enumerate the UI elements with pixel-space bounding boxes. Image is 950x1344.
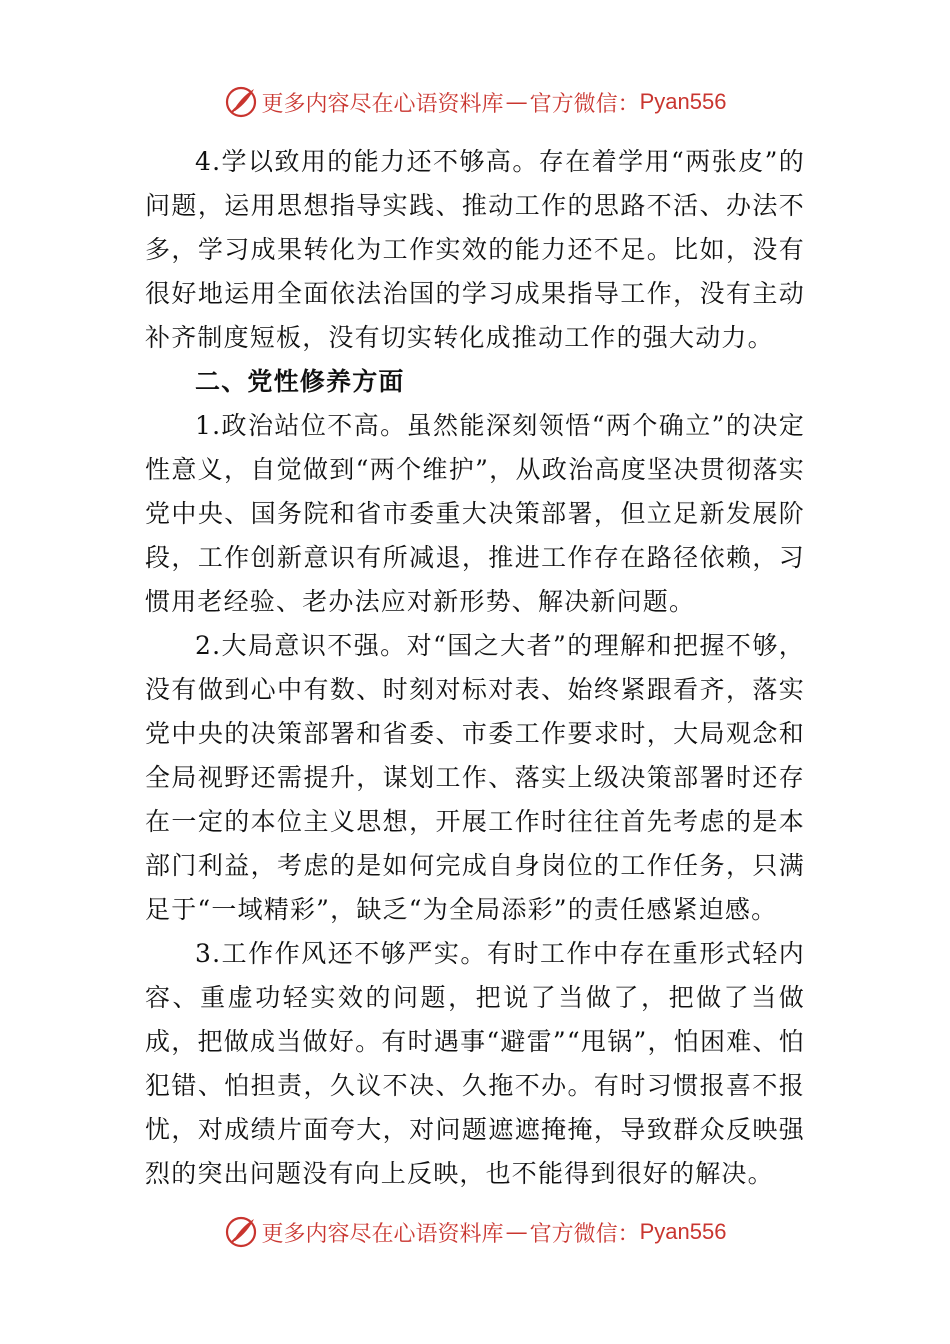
watermark-separator: —	[505, 89, 528, 115]
watermark-header	[0, 82, 950, 122]
watermark-separator: —	[505, 1219, 528, 1245]
watermark-wechat-id: Pyan556	[639, 1219, 727, 1244]
watermark-wechat-label: 官方微信：	[529, 91, 640, 117]
document-body	[145, 140, 805, 1196]
watermark-wechat-id: Pyan556	[639, 89, 727, 114]
paragraph-item-1: 1.政治站位不高。虽然能深刻领悟“两个确立”的决定性意义，自觉做到“两个维护”，从政治高度坚决贯彻落实党中央、国务院和省市委重大决策部署，但立足新发展阶段，工作创新意识有所减退，推进工作存在路径依赖，习惯用老经验、老办法应对新形势、解决新问题。	[145, 411, 805, 616]
watermark-wechat-label: 官方微信：	[529, 1221, 640, 1247]
watermark-site-name: 更多内容尽在心语资料库	[261, 91, 504, 117]
watermark-footer	[0, 1212, 950, 1252]
paragraph-item-4: 4.学以致用的能力还不够高。存在着学用“两张皮”的问题，运用思想指导实践、推动工作的思路不活、办法不多，学习成果转化为工作实效的能力还不足。比如，没有很好地运用全面依法治国的学习成果指导工作，没有主动补齐制度短板，没有切实转化成推动工作的强大动力。	[145, 147, 805, 352]
paragraph-item-3: 3.工作作风还不够严实。有时工作中存在重形式轻内容、重虚功轻实效的问题，把说了当做了，把做了当做成，把做成当做好。有时遇事“避雷”“甩锅”，怕困难、怕犯错、怕担责，久议不决、久拖不办。有时习惯报喜不报忧，对成绩片面夸大，对问题遮遮掩掩，导致群众反映强烈的突出问题没有向上反映，也不能得到很好的解决。	[145, 939, 805, 1188]
section-heading: 二、党性修养方面	[195, 367, 405, 396]
quill-pen-logo-icon	[224, 1215, 258, 1249]
quill-pen-logo-icon	[224, 85, 258, 119]
paragraph-item-2: 2.大局意识不强。对“国之大者”的理解和把握不够，没有做到心中有数、时刻对标对表、始终紧跟看齐，落实党中央的决策部署和省委、市委工作要求时，大局观念和全局视野还需提升，谋划工作、落实上级决策部署时还存在一定的本位主义思想，开展工作时往往首先考虑的是本部门利益，考虑的是如何完成自身岗位的工作任务，只满足于“一域精彩”，缺乏“为全局添彩”的责任感紧迫感。	[145, 631, 805, 924]
watermark-site-name: 更多内容尽在心语资料库	[261, 1221, 504, 1247]
